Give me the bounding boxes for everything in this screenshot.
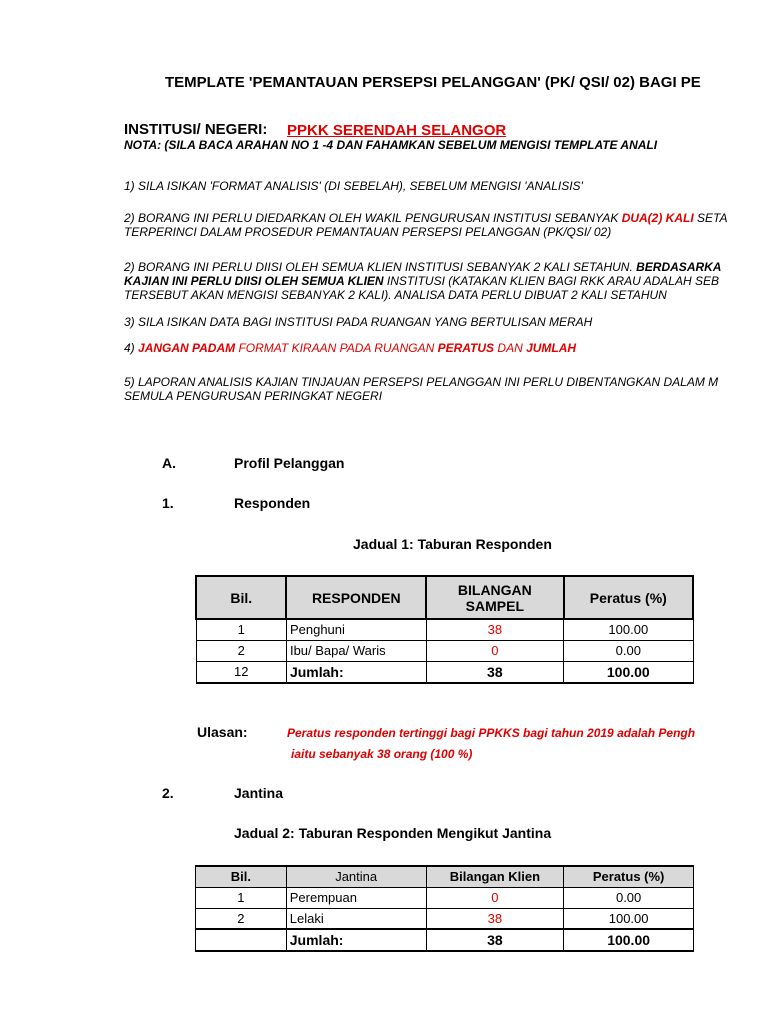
table-row xyxy=(196,887,694,908)
note-3 xyxy=(124,260,722,274)
document-title: TEMPLATE 'PEMANTAUAN PERSEPSI PELANGGAN' (PK/ QSI/ 02) BAGI PE xyxy=(165,74,701,91)
table-1-header-bil: Bil. xyxy=(196,576,286,619)
table-row xyxy=(196,640,693,661)
note-1: 1) SILA ISIKAN 'FORMAT ANALISIS' (DI SEBELAH), SEBELUM MENGISI 'ANALISIS' xyxy=(124,179,583,193)
note-5-d: DAN xyxy=(494,341,527,355)
note-2-line2: TERPERINCI DALAM PROSEDUR PEMANTAUAN PERSEPSI PELANGGAN (PK/QSI/ 02) xyxy=(124,225,612,239)
section-1-title: Responden xyxy=(234,495,311,511)
note-5-a: JANGAN PADAM xyxy=(138,341,236,355)
table-row xyxy=(196,619,693,640)
cell-bil xyxy=(196,929,287,951)
total-label: Jumlah: xyxy=(286,661,426,683)
cell-pct: 0.00 xyxy=(564,640,693,661)
cell-jantina: Lelaki xyxy=(286,908,426,929)
note-5-num: 4) xyxy=(124,341,139,355)
institusi-label: INSTITUSI/ NEGERI: xyxy=(124,121,268,138)
table-2-header-peratus: Peratus (%) xyxy=(564,866,694,887)
cell-pct: 0.00 xyxy=(564,887,694,908)
cell-count[interactable]: 0 xyxy=(426,887,564,908)
cell-bil: 12 xyxy=(196,661,286,683)
section-2-number: 2. xyxy=(162,785,174,801)
section-a-title: Profil Pelanggan xyxy=(234,455,345,471)
note-3-line2-rest: INSTITUSI (KATAKAN KLIEN BAGI RKK ARAU ADALAH SEB xyxy=(383,274,719,288)
cell-responden: Penghuni xyxy=(286,619,426,640)
cell-pct: 100.00 xyxy=(564,619,693,640)
cell-count[interactable]: 38 xyxy=(426,619,564,640)
note-5 xyxy=(124,341,695,355)
note-3-text: 2) BORANG INI PERLU DIISI OLEH SEMUA KLIEN INSTITUSI SEBANYAK 2 KALI SETAHUN. xyxy=(124,260,637,274)
ulasan-text: Peratus responden tertinggi bagi PPKKS bagi tahun 2019 adalah Pengh xyxy=(287,726,696,740)
cell-bil: 1 xyxy=(196,887,287,908)
table-2 xyxy=(195,865,694,952)
cell-jantina: Perempuan xyxy=(286,887,426,908)
table-2-header-bilangan: Bilangan Klien xyxy=(426,866,564,887)
table-2-total-row xyxy=(196,929,694,951)
note-2 xyxy=(124,211,728,225)
table-1-caption: Jadual 1: Taburan Responden xyxy=(353,536,552,552)
note-2-tail: SETA xyxy=(693,211,728,225)
section-2-title: Jantina xyxy=(234,785,284,801)
note-2-highlight: DUA(2) KALI xyxy=(621,211,694,225)
section-a-letter: A. xyxy=(162,455,176,471)
table-1 xyxy=(195,575,694,684)
table-2-header-row xyxy=(196,866,694,887)
note-5-e: JUMLAH xyxy=(526,341,577,355)
cell-pct: 100.00 xyxy=(564,908,694,929)
note-2-text: 2) BORANG INI PERLU DIEDARKAN OLEH WAKIL PENGURUSAN INSTITUSI SEBANYAK xyxy=(124,211,622,225)
note-5-c: PERATUS xyxy=(437,341,495,355)
cell-count[interactable]: 38 xyxy=(426,908,564,929)
cell-bil: 1 xyxy=(196,619,286,640)
note-6: 5) LAPORAN ANALISIS KAJIAN TINJAUAN PERSEPSI PELANGGAN INI PERLU DIBENTANGKAN DALAM M xyxy=(124,375,719,389)
table-1-header-peratus: Peratus (%) xyxy=(564,576,693,619)
table-1-header-bilangan: BILANGAN SAMPEL xyxy=(426,576,564,619)
total-pct: 100.00 xyxy=(564,661,693,683)
total-pct: 100.00 xyxy=(564,929,694,951)
note-5-b: FORMAT KIRAAN PADA RUANGAN xyxy=(235,341,438,355)
cell-bil: 2 xyxy=(196,640,286,661)
table-row xyxy=(196,908,694,929)
nota-text: NOTA: (SILA BACA ARAHAN NO 1 -4 DAN FAHAMKAN SEBELUM MENGISI TEMPLATE ANALI xyxy=(124,138,658,152)
note-3-line2 xyxy=(124,274,719,288)
table-2-caption: Jadual 2: Taburan Responden Mengikut Jantina xyxy=(234,825,552,841)
note-6-line2: SEMULA PENGURUSAN PERINGKAT NEGERI xyxy=(124,389,383,403)
cell-responden: Ibu/ Bapa/ Waris xyxy=(286,640,426,661)
cell-count[interactable]: 0 xyxy=(426,640,564,661)
ulasan-label: Ulasan: xyxy=(197,724,248,740)
table-1-total-row xyxy=(196,661,693,683)
table-2-header-bil: Bil. xyxy=(196,866,287,887)
table-1-header-responden: RESPONDEN xyxy=(286,576,426,619)
institusi-value: PPKK SERENDAH SELANGOR xyxy=(287,122,507,139)
total-label: Jumlah: xyxy=(286,929,426,951)
note-4: 3) SILA ISIKAN DATA BAGI INSTITUSI PADA RUANGAN YANG BERTULISAN MERAH xyxy=(124,315,593,329)
section-1-number: 1. xyxy=(162,495,174,511)
table-2-header-jantina: Jantina xyxy=(286,866,426,887)
total-count: 38 xyxy=(426,929,564,951)
ulasan-text-line2: iaitu sebanyak 38 orang (100 %) xyxy=(291,747,473,761)
cell-bil: 2 xyxy=(196,908,287,929)
note-3-line3: TERSEBUT AKAN MENGISI SEBANYAK 2 KALI). ANALISA DATA PERLU DIBUAT 2 KALI SETAHUN xyxy=(124,288,667,302)
note-3-bold: BERDASARKA xyxy=(636,260,722,274)
note-3-line2-bold: KAJIAN INI PERLU DIISI OLEH SEMUA KLIEN xyxy=(124,274,384,288)
table-1-header-row xyxy=(196,576,693,619)
total-count: 38 xyxy=(426,661,564,683)
